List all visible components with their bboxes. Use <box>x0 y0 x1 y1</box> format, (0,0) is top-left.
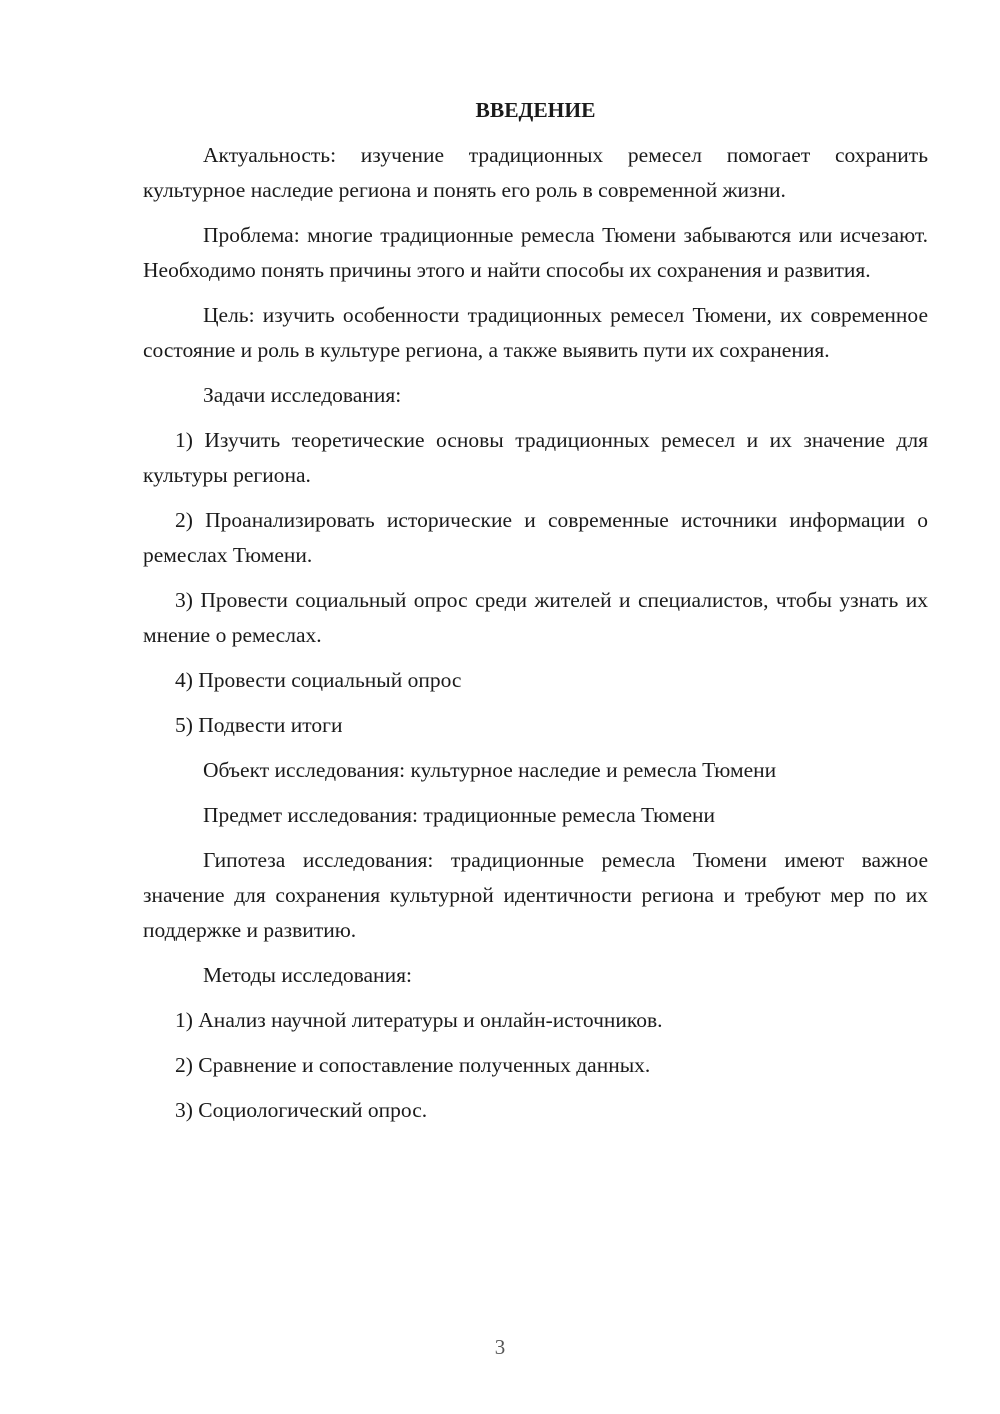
methods-heading: Методы исследования: <box>203 963 412 987</box>
task-item: 2) Проанализировать исторические и современные источники информации о ремеслах Тюмени. <box>143 508 928 567</box>
task-item: 5) Подвести итоги <box>175 713 343 737</box>
task-item: 3) Провести социальный опрос среди жителей и специалистов, чтобы узнать их мнение о ремеслах. <box>143 588 928 647</box>
section-title: ВВЕДЕНИЕ <box>475 98 596 122</box>
relevance-paragraph: Актуальность: изучение традиционных ремесел помогает сохранить культурное наследие региона и понять его роль в современной жизни. <box>143 143 928 202</box>
hypothesis-paragraph: Гипотеза исследования: традиционные ремесла Тюмени имеют важное значение для сохранения культурной идентичности региона и требуют мер по их поддержке и развитию. <box>143 848 928 942</box>
page-content <box>143 93 928 1138</box>
method-item: 2) Сравнение и сопоставление полученных данных. <box>175 1053 651 1077</box>
goal-paragraph: Цель: изучить особенности традиционных ремесел Тюмени, их современное состояние и роль в культуре региона, а также выявить пути их сохранения. <box>143 303 928 362</box>
object-paragraph: Объект исследования: культурное наследие и ремесла Тюмени <box>203 758 777 782</box>
task-item: 1) Изучить теоретические основы традиционных ремесел и их значение для культуры региона. <box>143 428 928 487</box>
tasks-heading: Задачи исследования: <box>203 383 402 407</box>
page-number: 3 <box>494 1335 506 1359</box>
subject-paragraph: Предмет исследования: традиционные ремесла Тюмени <box>203 803 716 827</box>
problem-paragraph: Проблема: многие традиционные ремесла Тюмени забываются или исчезают. Необходимо понять причины этого и найти способы их сохранения и развития. <box>143 223 928 282</box>
task-item: 4) Провести социальный опрос <box>175 668 462 692</box>
method-item: 1) Анализ научной литературы и онлайн-источников. <box>175 1008 663 1032</box>
method-item: 3) Социологический опрос. <box>175 1098 428 1122</box>
